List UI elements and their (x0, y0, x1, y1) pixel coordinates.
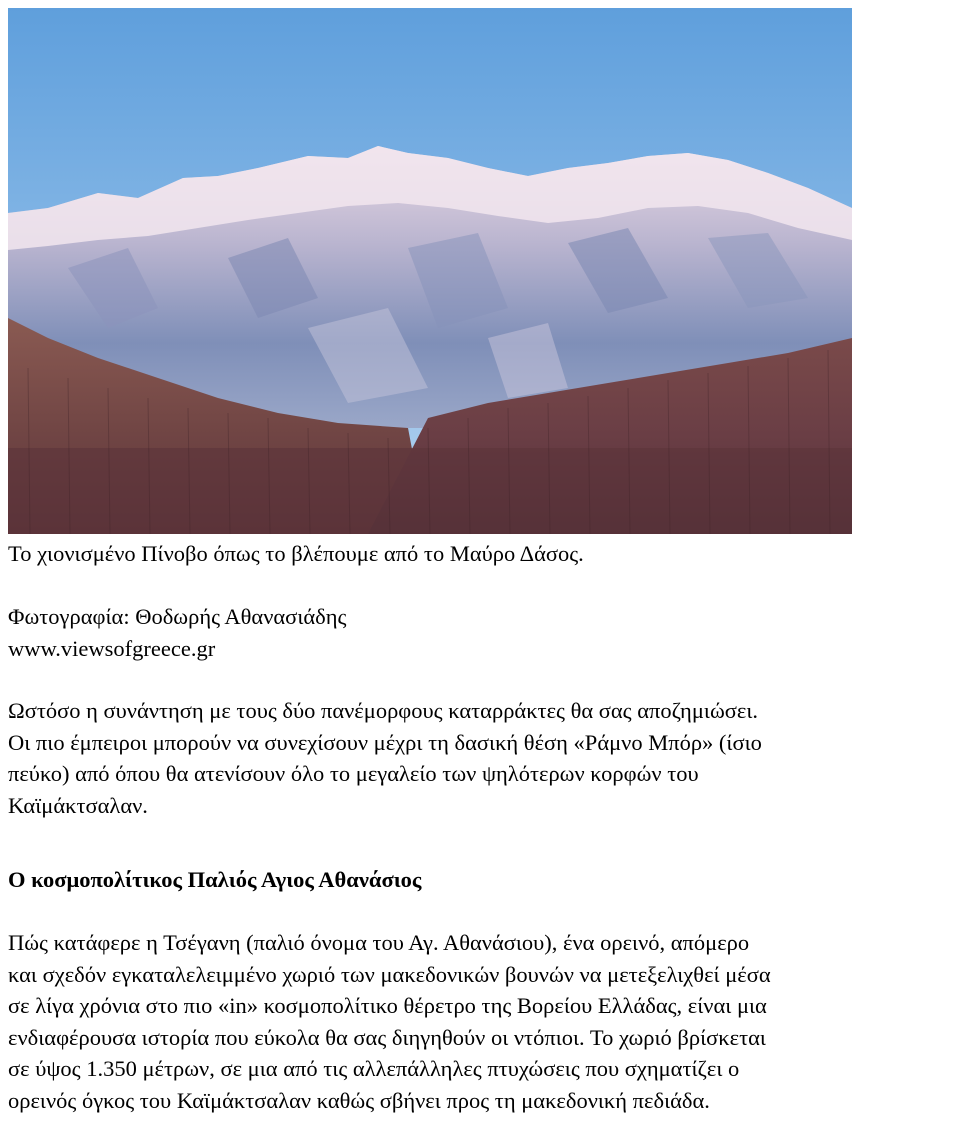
paragraph-line: Οι πιο έμπειροι μπορούν να συνεχίσουν μέχρι τη δασική θέση «Ράμνο Μπόρ» (ίσιο (8, 729, 762, 755)
paragraph-intro (8, 695, 958, 821)
paragraph-line: ενδιαφέρουσα ιστορία που εύκολα θα σας διηγηθούν οι ντόπιοι. Το χωριό βρίσκεται (8, 1024, 766, 1050)
photo-caption-block (8, 538, 958, 570)
photographer-credit: Φωτογραφία: Θοδωρής Αθανασιάδης (8, 604, 347, 629)
section-heading: Ο κοσμοπολίτικος Παλιός Αγιος Αθανάσιος (8, 867, 422, 892)
paragraph-line: σε λίγα χρόνια στο πιο «in» κοσμοπολίτικο θέρετρο της Βορείου Ελλάδας, είναι μια (8, 993, 767, 1018)
paragraph-village (8, 927, 958, 1116)
paragraph-line: και σχεδόν εγκαταλελειμμένο χωριό των μακεδονικών βουνών να μετεξελιχθεί μέσα (8, 961, 771, 987)
paragraph-line: πεύκο) από όπου θα ατενίσουν όλο το μεγαλείο των ψηλότερων κορφών του (8, 761, 699, 786)
paragraph-line: ορεινός όγκος του Καϊμάκτσαλαν καθώς σβήνει προς τη μακεδονική πεδιάδα. (8, 1087, 710, 1113)
section-heading-block (8, 864, 958, 896)
paragraph-line: Ωστόσο η συνάντηση με τους δύο πανέμορφους καταρράκτες θα σας αποζημιώσει. (8, 698, 759, 723)
photo-credit-block (8, 601, 958, 664)
paragraph-line: Πώς κατάφερε η Τσέγανη (παλιό όνομα του Αγ. Αθανάσιου), ένα ορεινό, απόμερο (8, 930, 750, 955)
website-link[interactable]: www.viewsofgreece.gr (8, 635, 216, 661)
mountain-photo (8, 8, 852, 534)
photo-caption: Το χιονισμένο Πίνοβο όπως το βλέπουμε από το Μαύρο Δάσος. (8, 541, 584, 566)
paragraph-line: Καϊμάκτσαλαν. (8, 792, 148, 818)
paragraph-line: σε ύψος 1.350 μέτρων, σε μια από τις αλλεπάλληλες πτυχώσεις που σχηματίζει ο (8, 1056, 740, 1081)
